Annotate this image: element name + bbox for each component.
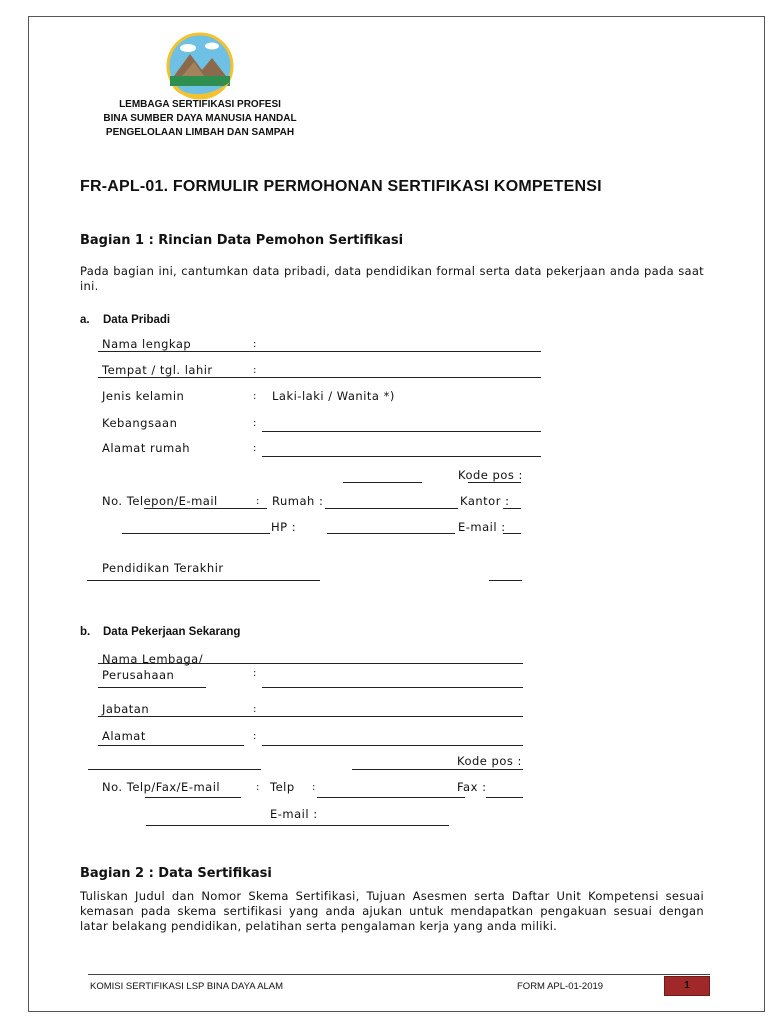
field-label-kode-pos-kantor: Kode pos : bbox=[457, 754, 522, 768]
lsp-logo-icon bbox=[160, 32, 240, 100]
hp-input-line[interactable] bbox=[327, 533, 455, 534]
jabatan-input-line[interactable] bbox=[98, 716, 523, 717]
field-label-nama-lembaga: Nama Lembaga/ bbox=[102, 652, 204, 666]
rumah-input-line[interactable] bbox=[325, 508, 458, 509]
field-label-pendidikan: Pendidikan Terakhir bbox=[102, 561, 224, 575]
org-name-line3: PENGELOLAAN LIMBAH DAN SAMPAH bbox=[105, 127, 295, 138]
alamat-kantor-input-line[interactable] bbox=[262, 745, 523, 746]
email-input-line[interactable] bbox=[503, 533, 521, 534]
colon: : bbox=[253, 731, 257, 742]
pendidikan-input-line[interactable] bbox=[87, 580, 320, 581]
org-name-line2: BINA SUMBER DAYA MANUSIA HANDAL bbox=[103, 113, 297, 124]
perusahaan-input-line[interactable] bbox=[262, 687, 523, 688]
colon: : bbox=[253, 339, 257, 350]
field-label-rumah: Rumah : bbox=[272, 494, 324, 508]
section2-heading: Bagian 2 : Data Sertifikasi bbox=[80, 866, 272, 881]
section1-intro: Pada bagian ini, cantumkan data pribadi, data pendidikan formal serta data pekerjaan anda pada saat ini. bbox=[80, 264, 704, 293]
colon: : bbox=[253, 418, 257, 429]
footer-form-code: FORM APL-01-2019 bbox=[517, 981, 604, 992]
field-label-jenis-kelamin: Jenis kelamin bbox=[102, 389, 185, 403]
nama-input-line[interactable] bbox=[98, 351, 541, 352]
telp-input-line[interactable] bbox=[317, 797, 465, 798]
colon: : bbox=[256, 496, 260, 507]
field-label-alamat-rumah: Alamat rumah bbox=[102, 441, 191, 455]
field-label-tempat: Tempat / tgl. lahir bbox=[102, 363, 213, 377]
jenis-kelamin-value: Laki-laki / Wanita *) bbox=[272, 389, 395, 403]
field-label-telp: Telp bbox=[270, 780, 295, 794]
email-kantor-input-line[interactable] bbox=[146, 825, 449, 826]
field-label-email-kantor: E-mail : bbox=[270, 807, 318, 821]
tempat-input-line[interactable] bbox=[98, 377, 541, 378]
field-label-perusahaan: Perusahaan bbox=[102, 668, 175, 682]
kode-pos-input-line[interactable] bbox=[468, 482, 521, 483]
telepon-line-2[interactable] bbox=[122, 533, 270, 534]
fax-input-line[interactable] bbox=[486, 797, 523, 798]
field-label-email: E-mail : bbox=[458, 520, 506, 534]
field-label-hp: HP : bbox=[271, 520, 297, 534]
alamat-kantor-line[interactable] bbox=[98, 745, 244, 746]
page-number-badge: 1 bbox=[664, 976, 710, 996]
footer-org: KOMISI SERTIFIKASI LSP BINA DAYA ALAM bbox=[90, 981, 284, 992]
field-label-kebangsaan: Kebangsaan bbox=[102, 416, 178, 430]
page-border bbox=[28, 16, 765, 1012]
subsection-a-title: Data Pribadi bbox=[103, 314, 171, 326]
alamat-input-line[interactable] bbox=[262, 456, 541, 457]
org-name-line1: LEMBAGA SERTIFIKASI PROFESI bbox=[119, 99, 281, 110]
colon: : bbox=[253, 391, 257, 402]
alamat-line-2[interactable] bbox=[343, 482, 422, 483]
perusahaan-line[interactable] bbox=[98, 687, 206, 688]
field-label-jabatan: Jabatan bbox=[102, 702, 150, 716]
field-label-alamat-kantor: Alamat bbox=[102, 729, 146, 743]
subsection-a-marker: a. bbox=[80, 314, 90, 326]
subsection-b-marker: b. bbox=[80, 626, 91, 638]
telepon-line[interactable] bbox=[144, 508, 267, 509]
field-label-nama: Nama lengkap bbox=[102, 337, 192, 351]
colon: : bbox=[253, 704, 257, 715]
field-label-telp-fax: No. Telp/Fax/E-mail bbox=[102, 780, 221, 794]
field-label-kantor: Kantor : bbox=[460, 494, 510, 508]
colon: : bbox=[253, 668, 257, 679]
kode-pos-kantor-input-line[interactable] bbox=[352, 769, 523, 770]
subsection-b-title: Data Pekerjaan Sekarang bbox=[103, 626, 241, 638]
field-label-telepon: No. Telepon/E-mail bbox=[102, 494, 218, 508]
section2-intro: Tuliskan Judul dan Nomor Skema Sertifikasi, Tujuan Asesmen serta Daftar Unit Kompetensi sesuai kemasan pada skema sertifikasi yang anda ajukan untuk mendapatkan pengakuan sesuai dengan latar belakang pendidikan, pelatihan serta pengalaman kerja yang anda miliki. bbox=[80, 889, 704, 933]
section1-heading: Bagian 1 : Rincian Data Pemohon Sertifikasi bbox=[80, 233, 404, 248]
kebangsaan-input-line[interactable] bbox=[262, 431, 541, 432]
alamat-kantor-line-2[interactable] bbox=[88, 769, 261, 770]
field-label-kode-pos: Kode pos : bbox=[458, 468, 523, 482]
colon: : bbox=[253, 443, 257, 454]
colon: : bbox=[256, 782, 260, 793]
colon: : bbox=[253, 365, 257, 376]
footer-divider bbox=[88, 974, 710, 975]
page-title: FR-APL-01. FORMULIR PERMOHONAN SERTIFIKASI KOMPETENSI bbox=[80, 178, 602, 195]
nama-lembaga-line[interactable] bbox=[98, 663, 523, 664]
kantor-input-line[interactable] bbox=[503, 508, 521, 509]
field-label-fax: Fax : bbox=[457, 780, 487, 794]
colon: : bbox=[312, 782, 316, 793]
telp-fax-line[interactable] bbox=[145, 797, 241, 798]
pendidikan-input-line-2[interactable] bbox=[489, 580, 522, 581]
